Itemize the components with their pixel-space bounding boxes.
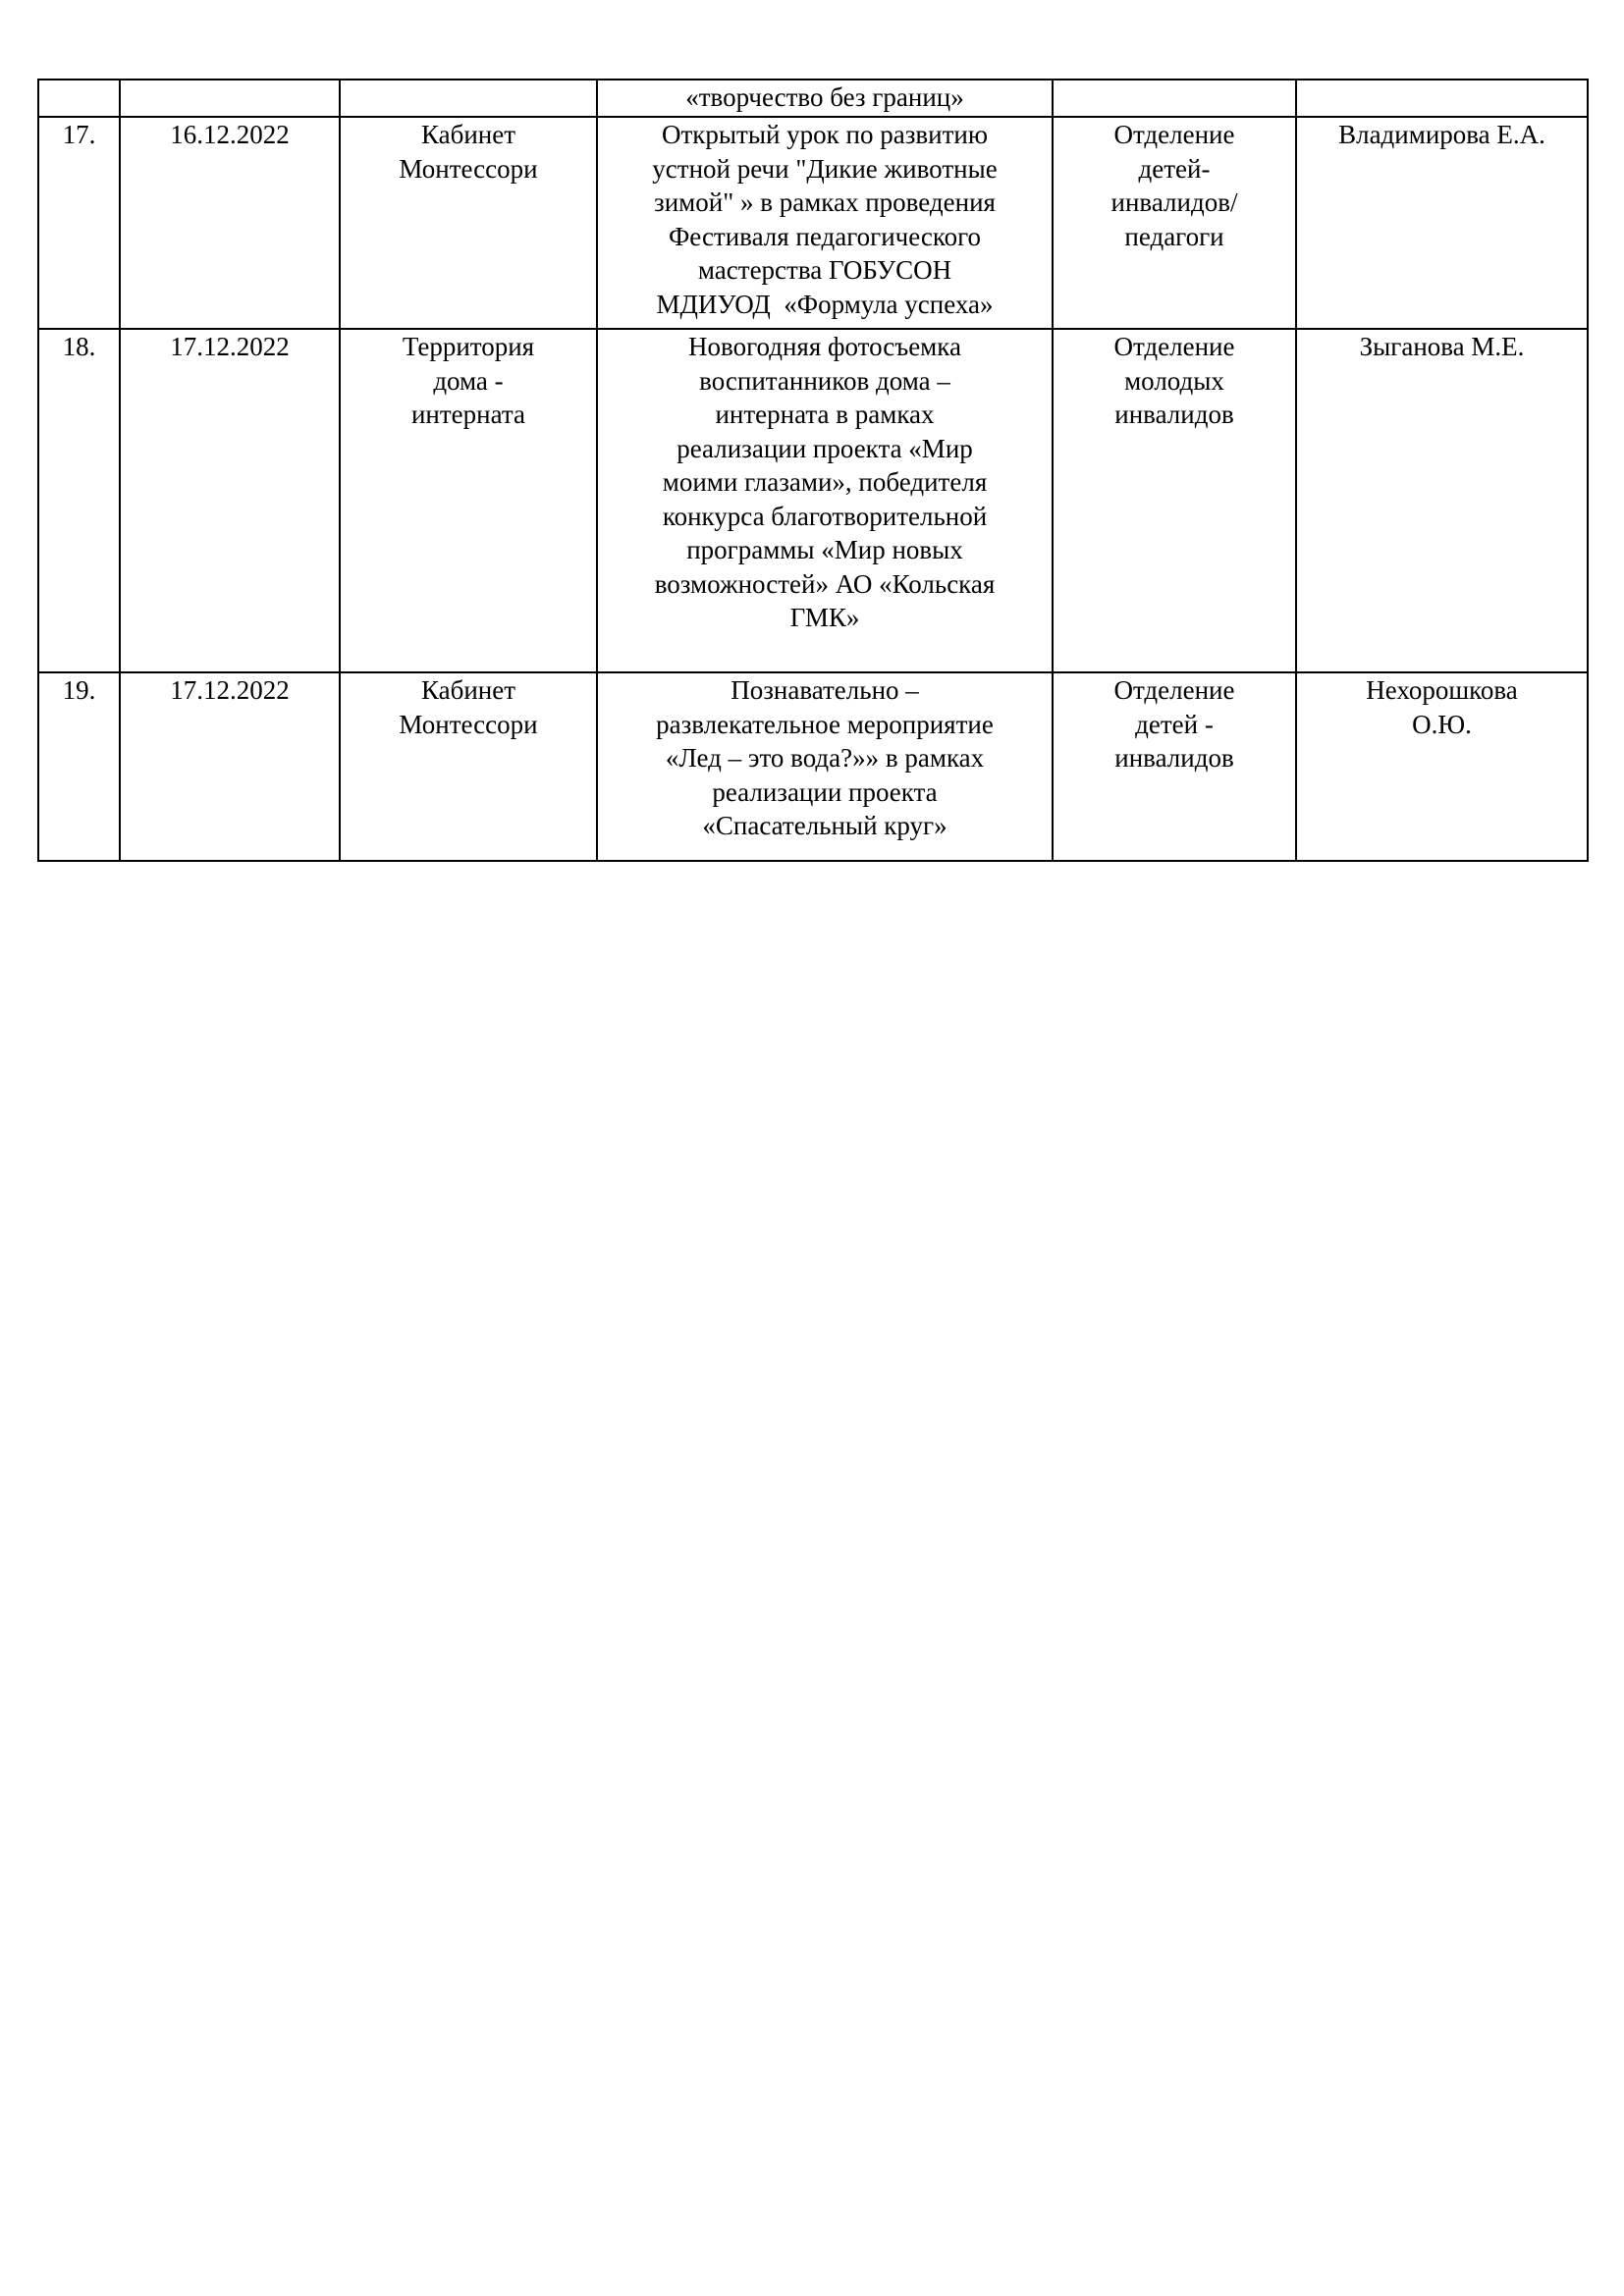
event-cell bbox=[597, 329, 1053, 672]
row-number-cell: 19. bbox=[38, 672, 120, 861]
department-line: Отделение bbox=[1113, 675, 1235, 705]
department-line: Отделение bbox=[1113, 332, 1235, 361]
event-line: зимой" » в рамках проведения bbox=[654, 187, 996, 217]
place-line: Территория bbox=[402, 332, 535, 361]
responsible-line: О.Ю. bbox=[1412, 709, 1472, 739]
event-line: реализации проекта «Мир bbox=[677, 433, 973, 463]
table-row bbox=[38, 672, 1588, 861]
event-line: Открытый урок по развитию bbox=[661, 120, 989, 149]
place-line: интерната bbox=[410, 400, 526, 429]
table-row bbox=[38, 329, 1588, 672]
date-cell: 17.12.2022 bbox=[120, 672, 340, 861]
event-line: «Лед – это вода?»» в рамках bbox=[665, 743, 985, 773]
place-line: Кабинет bbox=[420, 120, 516, 149]
responsible-line: Нехорошкова bbox=[1366, 675, 1518, 705]
place-cell bbox=[340, 117, 597, 329]
department-line: инвалидов bbox=[1114, 743, 1234, 773]
table-row bbox=[38, 117, 1588, 329]
event-line: Познавательно – bbox=[731, 675, 919, 705]
department-line: инвалидов/ bbox=[1110, 187, 1238, 217]
responsible-cell bbox=[1296, 80, 1588, 117]
place-line: Монтессори bbox=[399, 153, 538, 184]
date-cell bbox=[120, 80, 340, 117]
department-line: молодых bbox=[1124, 365, 1224, 396]
place-cell bbox=[340, 329, 597, 672]
table-row-continuation bbox=[38, 80, 1588, 117]
responsible-line: Владимирова Е.А. bbox=[1338, 120, 1545, 149]
place-line: Монтессори bbox=[399, 709, 538, 739]
event-line: реализации проекта bbox=[712, 776, 938, 807]
place-cell bbox=[340, 80, 597, 117]
event-line: мастерства ГОБУСОН bbox=[697, 255, 952, 285]
row-number-cell bbox=[38, 80, 120, 117]
department-line: Отделение bbox=[1113, 120, 1235, 149]
row-number-cell: 17. bbox=[38, 117, 120, 329]
event-line: развлекательное мероприятие bbox=[656, 709, 994, 739]
department-cell bbox=[1053, 117, 1296, 329]
place-line: дома - bbox=[433, 365, 504, 396]
place-cell bbox=[340, 672, 597, 861]
department-cell bbox=[1053, 329, 1296, 672]
responsible-cell bbox=[1296, 117, 1588, 329]
event-line: конкурса благотворительной bbox=[662, 501, 988, 531]
event-line: ГМК» bbox=[789, 603, 860, 632]
event-cell bbox=[597, 117, 1053, 329]
event-line: возможностей» АО «Кольская bbox=[654, 568, 996, 599]
events-table bbox=[37, 79, 1589, 862]
department-cell bbox=[1053, 672, 1296, 861]
date-cell: 17.12.2022 bbox=[120, 329, 340, 672]
event-line: интерната в рамках bbox=[715, 400, 935, 429]
event-line: Фестиваля педагогического bbox=[668, 221, 982, 251]
responsible-cell bbox=[1296, 329, 1588, 672]
event-cell bbox=[597, 672, 1053, 861]
department-line: педагоги bbox=[1124, 221, 1224, 251]
responsible-cell bbox=[1296, 672, 1588, 861]
event-line: моими глазами», победителя bbox=[662, 467, 988, 497]
event-line: «творчество без границ» bbox=[685, 82, 964, 112]
date-cell: 16.12.2022 bbox=[120, 117, 340, 329]
event-line: МДИУОД «Формула успеха» bbox=[656, 289, 994, 319]
event-line: устной речи "Дикие животные bbox=[652, 153, 998, 184]
department-line: инвалидов bbox=[1114, 400, 1234, 429]
event-line: «Спасательный круг» bbox=[702, 811, 947, 840]
responsible-line: Зыганова М.Е. bbox=[1359, 332, 1525, 361]
event-cell bbox=[597, 80, 1053, 117]
row-number-cell: 18. bbox=[38, 329, 120, 672]
department-line: детей - bbox=[1135, 709, 1214, 739]
event-line: Новогодняя фотосъемка bbox=[688, 332, 961, 361]
event-line: программы «Мир новых bbox=[686, 535, 963, 564]
department-cell bbox=[1053, 80, 1296, 117]
event-line: воспитанников дома – bbox=[699, 365, 950, 396]
place-line: Кабинет bbox=[420, 675, 516, 705]
department-line: детей- bbox=[1138, 153, 1211, 184]
